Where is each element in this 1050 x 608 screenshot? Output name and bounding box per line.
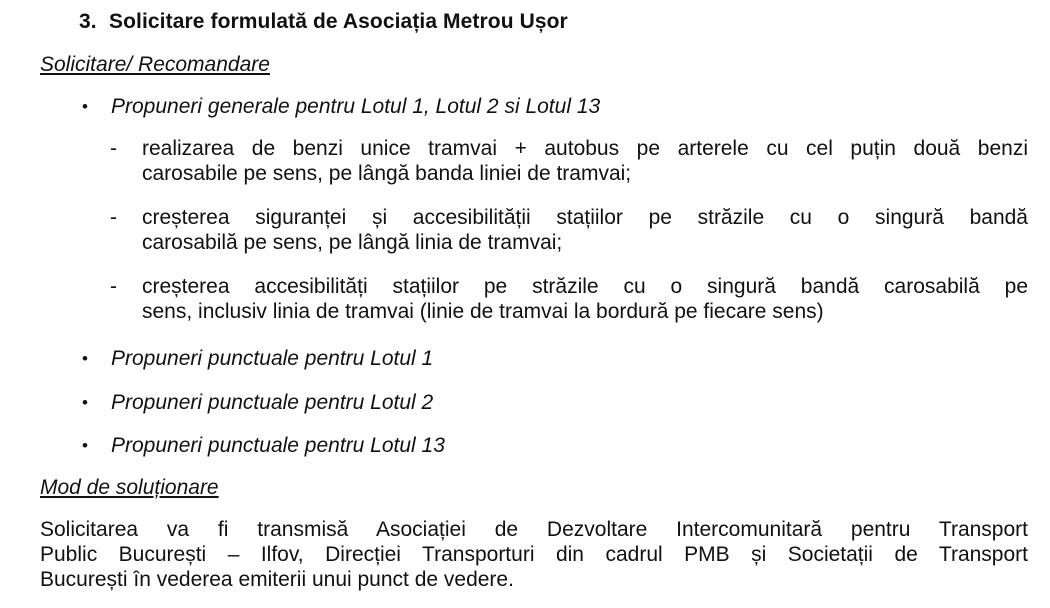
general-proposals-bullet [82, 94, 600, 119]
bullet-dot: • [82, 97, 88, 116]
paragraph-line: București în vederea emiterii unui punct de vedere. [40, 568, 514, 591]
list-item-line: creșterea siguranței și accesibilității stațiilor pe străzile cu o singură bandă [142, 206, 1028, 229]
bullet-dot: • [82, 436, 88, 455]
specific-proposals-lot-1 [82, 346, 433, 371]
list-item-station-accessibility [110, 274, 1028, 324]
list-item-line: creșterea accesibilități stațiilor pe străzile cu o singură bandă carosabilă pe [142, 275, 1028, 298]
specific-proposals-lot-2 [82, 390, 433, 415]
list-item-line: carosabile pe sens, pe lângă banda liniei de tramvai; [142, 162, 632, 185]
dash-marker: - [110, 206, 117, 229]
specific-proposal-title: Propuneri punctuale pentru Lotul 2 [111, 391, 434, 414]
bullet-dot: • [82, 393, 88, 412]
section-number: 3. [79, 10, 97, 33]
list-item-line: realizarea de benzi unice tramvai + autobus pe arterele cu cel puțin două benzi [142, 137, 1028, 160]
general-proposals-title: Propuneri generale pentru Lotul 1, Lotul 2 si Lotul 13 [111, 95, 601, 118]
bullet-dot: • [82, 349, 88, 368]
resolution-label: Mod de soluționare [40, 476, 219, 499]
dash-marker: - [110, 137, 117, 160]
request-label: Solicitare/ Recomandare [40, 53, 270, 76]
specific-proposal-title: Propuneri punctuale pentru Lotul 1 [111, 347, 434, 370]
specific-proposal-title: Propuneri punctuale pentru Lotul 13 [111, 434, 445, 457]
paragraph-line: Solicitarea va fi transmisă Asociației de Dezvoltare Intercomunitară pentru Transport [40, 518, 1028, 541]
paragraph-line: Public București – Ilfov, Direcției Transporturi din cadrul PMB și Societații de Transport [40, 543, 1028, 566]
dash-marker: - [110, 275, 117, 298]
list-item-line: carosabilă pe sens, pe lângă linia de tramvai; [142, 231, 563, 254]
section-heading [79, 9, 568, 34]
list-item-line: sens, inclusiv linia de tramvai (linie de tramvai la bordură pe fiecare sens) [142, 300, 824, 323]
section-title: Solicitare formulată de Asociația Metrou Ușor [109, 10, 568, 33]
specific-proposals-lot-13 [82, 433, 445, 458]
list-item-dedicated-lanes [110, 136, 1028, 186]
resolution-paragraph [40, 517, 1028, 592]
list-item-station-safety [110, 205, 1028, 255]
